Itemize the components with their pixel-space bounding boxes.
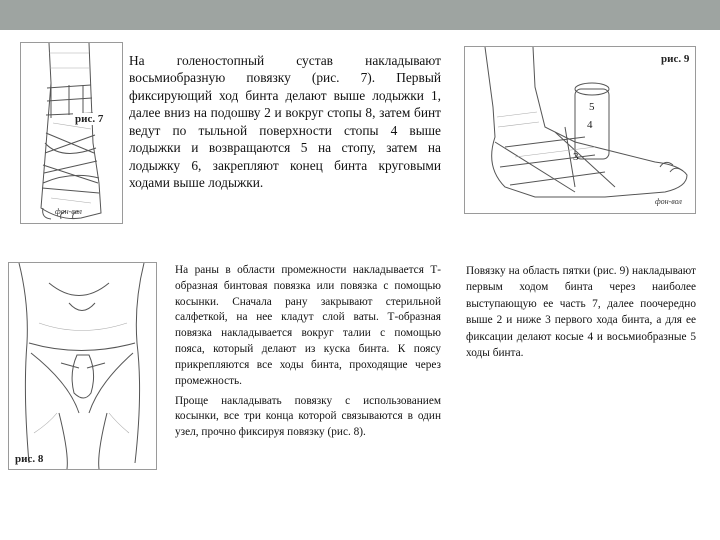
perineum-paragraph-1: На раны в области промежности накладывается Т-образная бинтовая повязка или повязка с помощью косынки. Сначала рану закрывают стерильной салфеткой, на нее кладут слой ваты. Т-образная повязка накладывается вокруг талии с помощью пояса, который делают из куска бинта. К поясу прикрепляются все ходы бинта, проходящие через промежность. bbox=[175, 264, 441, 387]
figure-9-signature: фон-вол bbox=[655, 197, 682, 206]
figure-7-signature: фон-вол bbox=[55, 207, 82, 216]
figure-7-ankle-bandage bbox=[20, 42, 123, 224]
heel-bandage-drawing bbox=[465, 47, 695, 213]
perineum-bandage-drawing bbox=[9, 263, 156, 469]
figure-9-heel-bandage bbox=[464, 46, 696, 214]
ankle-bandage-paragraph: На голеностопный сустав накладывают восьмиобразную повязку (рис. 7). Первый фиксирующий ход бинта делают выше лодыжки 1, далее вниз на подошву 2 и вокруг стопы 8, затем бинт ведут по тыльной поверхности стопы 4 выше лодыжки и возвращаются 5 на стопу, затем на лодыжку 6, закрепляют конец бинта круговыми ходами выше лодыжки. bbox=[129, 53, 441, 190]
top-bar bbox=[0, 0, 720, 30]
figure-9-number-4: 4 bbox=[587, 119, 593, 131]
perineum-bandage-text bbox=[175, 263, 441, 445]
figure-7-label: рис. 7 bbox=[75, 113, 104, 125]
figure-9-number-5: 5 bbox=[589, 101, 595, 113]
figure-8-perineum-bandage bbox=[8, 262, 157, 470]
figure-8-label: рис. 8 bbox=[15, 453, 44, 465]
ankle-bandage-drawing bbox=[21, 43, 122, 223]
figure-9-label: рис. 9 bbox=[661, 53, 690, 65]
figure-9-number-3: 3 bbox=[573, 151, 579, 163]
heel-bandage-paragraph: Повязку на область пятки (рис. 9) накладывают первым ходом бинта через наиболее выступающую ее часть 7, далее поочередно выше 2 и ниже 3 первого хода бинта, а для ее фиксации делают косые 4 и восьмиобразные 5 ходы бинта. bbox=[466, 265, 696, 359]
perineum-paragraph-2: Проще накладывать повязку с использованием косынки, все три конца которой связываются в один узел, прочно фиксируя повязку (рис. 8). bbox=[175, 394, 441, 439]
